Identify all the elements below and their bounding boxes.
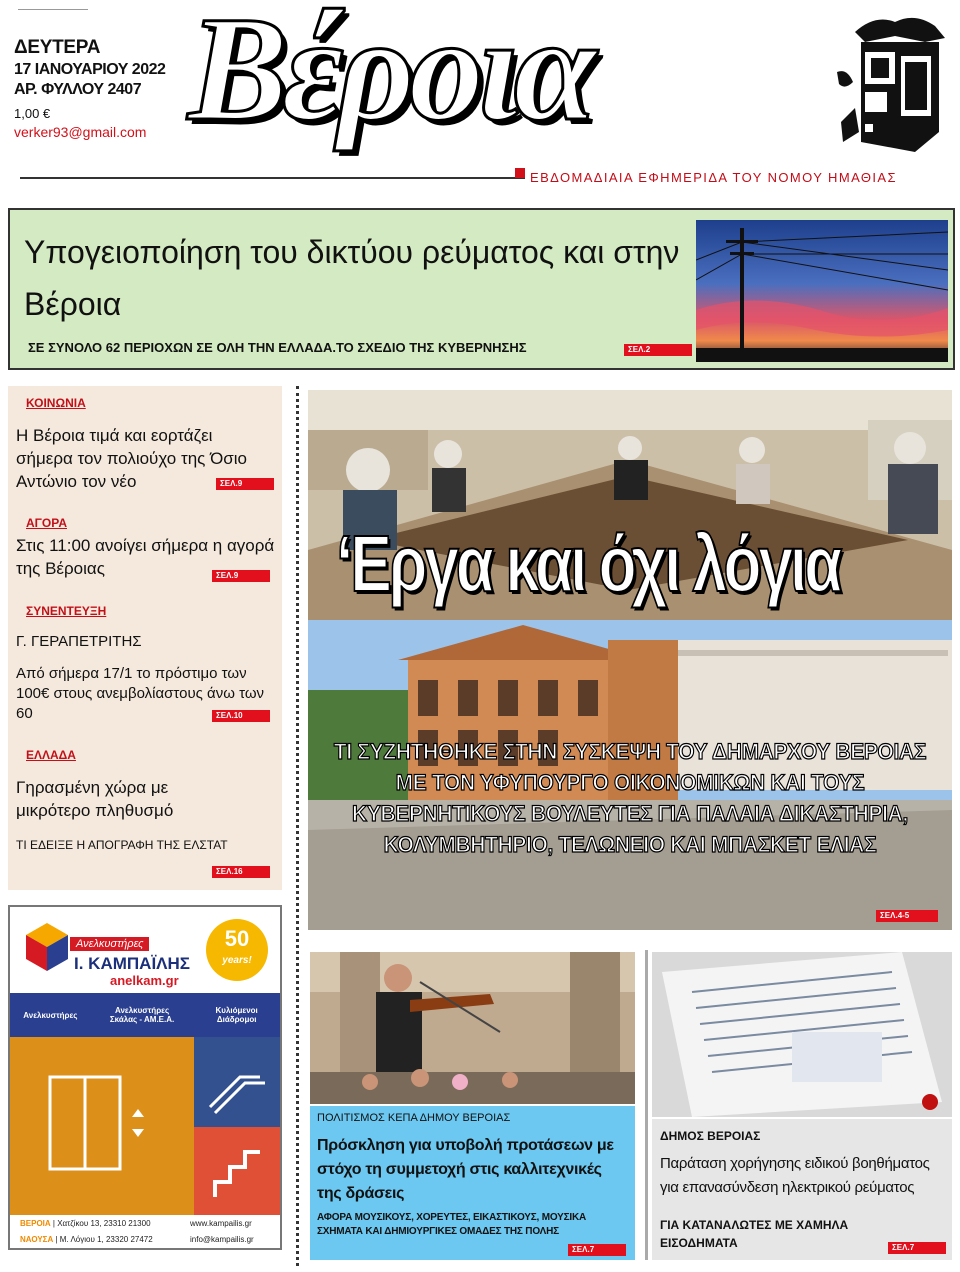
- section-label[interactable]: ΕΛΛΑΔΑ: [26, 748, 76, 762]
- page-ref-tag: ΣΕΛ.4-5: [876, 910, 938, 922]
- issue-number: ΑΡ. ΦΥΛΛΟΥ 2407: [14, 80, 142, 98]
- ad-addresses: ΒΕΡΟΙΑ | Χατζίκου 13, 23310 21300 ΝΑΟΥΣΑ | Μ. Λόγιου 1, 23320 27472 www.kampailis.gr info@kampailis.gr: [10, 1215, 280, 1250]
- top-strip: [18, 0, 88, 10]
- sidebar-story[interactable]: Στις 11:00 ανοίγει σήμερα η αγορά της Βέροιας: [16, 536, 275, 578]
- anniversary-badge: [206, 919, 268, 981]
- page-ref-tag: ΣΕΛ.7: [568, 1244, 626, 1256]
- main-story-overlay: ΤΙ ΣΥΖΗΤΗΘΗΚΕ ΣΤΗΝ ΣΥΣΚΕΨΗ ΤΟΥ ΔΗΜΑΡΧΟΥ ΒΕΡΟΙΑΣ ΜΕ ΤΟΝ ΥΦΥΠΟΥΡΓΟ ΟΙΚΟΝΟΜΙΚΩΝ ΚΑΙ ΤΟΥΣ ΚΥΒΕΡΝΗΤΙΚΟΥΣ ΒΟΥΛΕΥΤΕΣ ΓΙΑ ΠΑΛΑΙΑ ΔΙΚΑΣΤΗΡΙΑ, ΚΟΛΥΜΒΗΤΗΡΙΟ, ΤΕΛΩΝΕΙΟ ΚΑΙ ΜΠΑΣΚΕΤ ΕΛΙΑΣ: [333, 739, 927, 857]
- ad-line1: Ανελκυστήρες: [70, 937, 149, 951]
- ad-addr2: Μ. Λόγιου 1, 23320 27472: [59, 1235, 153, 1244]
- top-story-subhead: ΣΕ ΣΥΝΟΛΟ 62 ΠΕΡΙΟΧΩΝ ΣΕ ΟΛΗ ΤΗΝ ΕΛΛΑΔΑ.ΤΟ ΣΧΕΔΙΟ ΤΗΣ ΚΥΒΕΡΝΗΣΗΣ: [28, 340, 527, 355]
- ad-email[interactable]: info@kampailis.gr: [190, 1235, 254, 1244]
- story-subhead: ΓΙΑ ΚΑΤΑΝΑΛΩΤΕΣ ΜΕ ΧΑΜΗΛΑ ΕΙΣΟΔΗΜΑΤΑ: [660, 1218, 849, 1250]
- violinist-photo: [310, 952, 635, 1104]
- page-ref-tag: ΣΕΛ.9: [216, 478, 274, 490]
- issue-day: ΔΕΥΤΕΡΑ: [14, 37, 101, 58]
- ad-web[interactable]: www.kampailis.gr: [190, 1219, 252, 1228]
- section-label[interactable]: ΚΟΙΝΩΝΙΑ: [26, 396, 86, 410]
- story-subhead: ΑΦΟΡΑ ΜΟΥΣΙΚΟΥΣ, ΧΟΡΕΥΤΕΣ, ΕΙΚΑΣΤΙΚΟΥΣ, ΜΟΥΣΙΚΑ ΣΧΗΜΑΤΑ ΚΑΙ ΔΗΜΙΟΥΡΓΙΚΕΣ ΟΜΑΔΕΣ ΤΗΣ ΠΟΛΗΣ: [317, 1212, 587, 1237]
- badge-number: 50: [224, 926, 250, 951]
- sidebar-story-detail: Από σήμερα 17/1 το πρόστιμο των 100€ στους ανεμβολίαστους άνω των 60: [16, 665, 265, 722]
- top-story-headline[interactable]: Υπογειοποίηση του δικτύου ρεύματος και στην Βέροια: [24, 234, 680, 322]
- masthead-rule-marker: [515, 168, 525, 178]
- electricity-bill-photo: [652, 952, 952, 1117]
- ad-addr1-city: ΒΕΡΟΙΑ: [20, 1219, 51, 1228]
- news-sidebar: [8, 386, 282, 890]
- tagline: ΕΒΔΟΜΑΔΙΑΙΑ ΕΦΗΜΕΡΙΔΑ ΤΟΥ ΝΟΜΟΥ ΗΜΑΘΙΑΣ: [530, 170, 897, 185]
- ad-addr1: Χατζίκου 13, 23310 21300: [57, 1219, 151, 1228]
- cube-logo-icon: [24, 921, 70, 973]
- issue-price: 1,00 €: [14, 105, 51, 121]
- sidebar-story[interactable]: Γηρασμένη χώρα με μικρότερο πληθυσμό: [16, 778, 174, 820]
- elevator-ad[interactable]: [8, 905, 282, 1250]
- ad-services-band: [10, 993, 280, 1037]
- story-kicker: ΠΟΛΙΤΙΣΜΟΣ ΚΕΠΑ ΔΗΜΟΥ ΒΕΡΟΙΑΣ: [317, 1112, 511, 1124]
- power-lines-photo: [696, 220, 948, 362]
- page-ref-tag: ΣΕΛ.7: [888, 1242, 946, 1254]
- ad-addr2-city: ΝΑΟΥΣΑ: [20, 1235, 54, 1244]
- elevator-images: [10, 1037, 280, 1217]
- page-ref-tag: ΣΕΛ.9: [212, 570, 270, 582]
- municipal-story[interactable]: [652, 1119, 952, 1260]
- ad-service: Ανελκυστήρες Σκάλας - ΑΜ.Ε.Α.: [109, 1006, 175, 1024]
- culture-story[interactable]: [310, 1106, 635, 1260]
- issue-date: 17 ΙΑΝΟΥΑΡΙΟΥ 2022: [14, 60, 166, 78]
- story-kicker: ΔΗΜΟΣ ΒΕΡΟΙΑΣ: [660, 1129, 761, 1143]
- section-label[interactable]: ΣΥΝΕΝΤΕΥΞΗ: [26, 604, 107, 618]
- ad-service: Κυλιόμενοι Διάδρομοι: [215, 1006, 258, 1024]
- page-ref-tag: ΣΕΛ.2: [624, 344, 692, 356]
- top-story-box[interactable]: [8, 208, 955, 370]
- badge-text: years!: [222, 955, 252, 966]
- ad-service: Ανελκυστήρες: [23, 1010, 78, 1020]
- page-ref-tag: ΣΕΛ.16: [212, 866, 270, 878]
- sidebar-story-detail: ΤΙ ΕΔΕΙΞΕ Η ΑΠΟΓΡΑΦΗ ΤΗΣ ΕΛΣΤΑΤ: [16, 838, 228, 852]
- contact-email[interactable]: verker93@gmail.com: [14, 124, 147, 140]
- house-emblem-icon: [835, 12, 953, 162]
- sidebar-story[interactable]: Η Βέροια τιμά και εορτάζει σήμερα τον πολιούχο της Όσιο Αντώνιο τον νέο: [16, 426, 247, 491]
- section-label[interactable]: ΑΓΟΡΑ: [26, 516, 67, 530]
- column-divider: [645, 950, 648, 1260]
- ad-company: Ι. ΚΑΜΠΑΪΛΗΣ: [74, 954, 190, 973]
- main-story-title[interactable]: ‘Εργα και όχι λόγια: [336, 519, 840, 608]
- issue-meta: [14, 36, 165, 142]
- logo-text: Βέροια: [188, 0, 591, 152]
- main-story[interactable]: [308, 390, 952, 930]
- story-title[interactable]: Παράταση χορήγησης ειδικού βοηθήματος για επανασύνδεση ηλεκτρικού ρεύματος: [660, 1155, 930, 1196]
- story-title[interactable]: Πρόσκληση για υποβολή προτάσεων με στόχο τη συμμετοχή στις καλλιτεχνικές της δράσεις: [317, 1137, 614, 1202]
- newspaper-logo: [178, 0, 828, 156]
- sidebar-story[interactable]: Γ. ΓΕΡΑΠΕΤΡΙΤΗΣ: [16, 633, 142, 650]
- page-ref-tag: ΣΕΛ.10: [212, 710, 270, 722]
- masthead-rule: [20, 177, 525, 179]
- column-divider: [296, 386, 299, 1266]
- ad-url[interactable]: anelkam.gr: [110, 973, 179, 988]
